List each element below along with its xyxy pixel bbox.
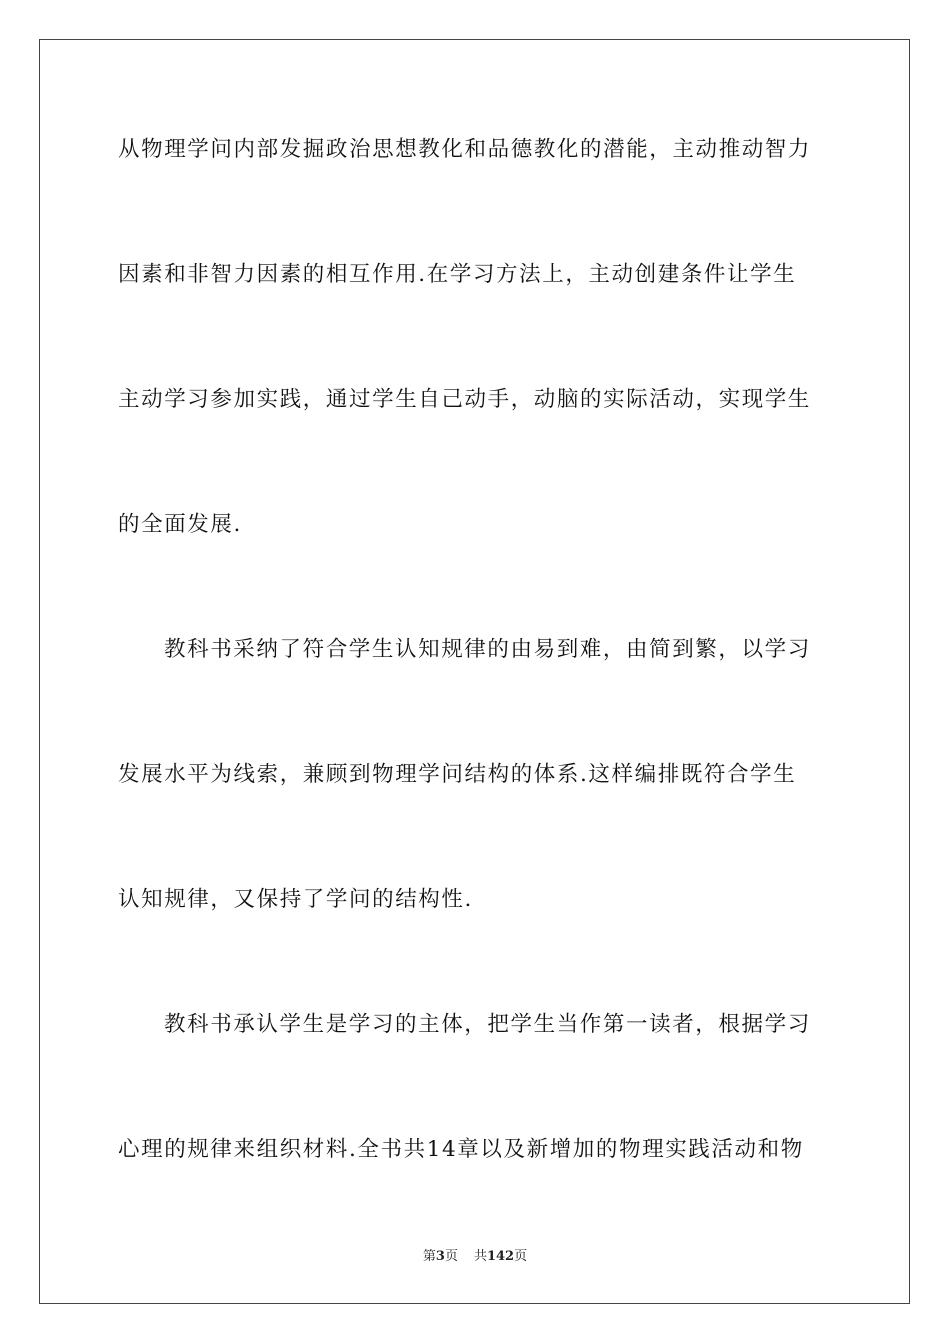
body-line-9: 心理的规律来组织材料.全书共14章以及新增加的物理实践活动和物 <box>118 1137 804 1162</box>
body-line-1: 从物理学问内部发掘政治思想教化和品德教化的潜能，主动推动智力 <box>118 137 812 162</box>
body-line-5-paragraph-start: 教科书采纳了符合学生认知规律的由易到难，由简到繁，以学习 <box>164 637 811 662</box>
footer-page-suffix: 页 <box>444 1249 458 1264</box>
body-line-3: 主动学习参加实践，通过学生自己动手，动脑的实际活动，实现学生 <box>118 387 812 412</box>
body-line-6: 发展水平为线索，兼顾到物理学问结构的体系.这样编排既符合学生 <box>118 762 797 787</box>
body-line-8-paragraph-start: 教科书承认学生是学习的主体，把学生当作第一读者，根据学习 <box>164 1012 811 1037</box>
footer-total-pages: 142 <box>486 1249 515 1264</box>
body-line-7: 认知规律，又保持了学问的结构性. <box>118 887 473 912</box>
footer-total-prefix: 共 <box>473 1249 487 1264</box>
page-footer <box>0 1249 950 1265</box>
footer-page-prefix: 第 <box>422 1249 436 1264</box>
footer-total-suffix: 页 <box>514 1249 528 1264</box>
footer-page-number: 3 <box>435 1249 445 1264</box>
page-border <box>39 39 910 1304</box>
body-line-4: 的全面发展. <box>118 512 242 537</box>
body-line-2: 因素和非智力因素的相互作用.在学习方法上，主动创建条件让学生 <box>118 262 797 287</box>
